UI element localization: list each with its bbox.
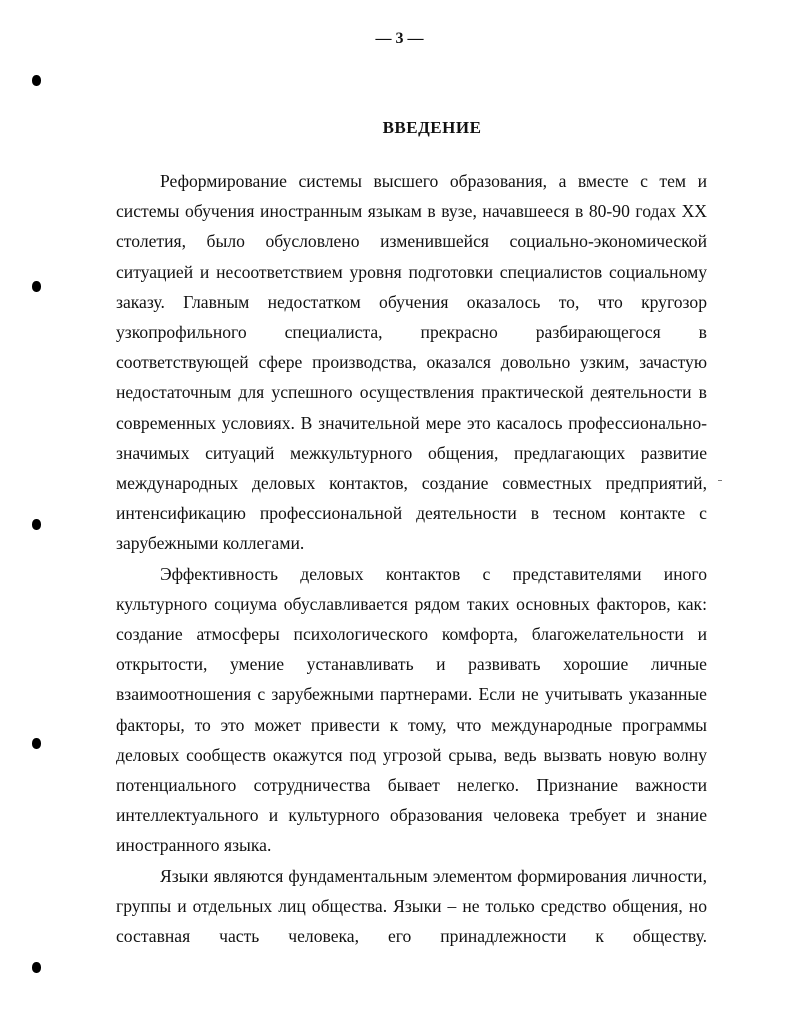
paragraph-2: Эффективность деловых контактов с представителями иного культурного социума обуславливается рядом таких основных факторов, как: создание атмосферы психологического комфорта, благожелательности и открытости, умение устанавливать и развивать хорошие личные взаимоотношения с зарубежными партнерами. Если не учитывать указанные факторы, то это может привести к тому, что международные программы деловых сообществ окажутся под угрозой срыва, ведь вызвать новую волну потенциального сотрудничества бывает нелегко. Признание важности интеллектуального и культурного образования человека требует и знание иностранного языка.	[116, 563, 707, 856]
paragraph-3: Языки являются фундаментальным элементом формирования личности, группы и отдельных лиц общества. Языки – не только средство общения, но составная часть человека, его принадлежности к обществу.	[116, 865, 707, 947]
section-title: ВВЕДЕНИЕ	[382, 118, 482, 137]
binding-hole-mark	[32, 738, 41, 749]
binding-hole-mark	[32, 75, 41, 86]
margin-mark	[718, 480, 722, 481]
body-text	[116, 166, 707, 951]
paragraph-1: Реформирование системы высшего образования, а вместе с тем и системы обучения иностранным языкам в вузе, начавшееся в 80-90 годах XX столетия, было обусловлено изменившейся социально-экономической ситуацией и несоответствием уровня подготовки специалистов социальному заказу. Главным недостатком обучения оказалось то, что кругозор узкопрофильного специалиста, прекрасно разбирающегося в соответствующей сфере производства, оказался довольно узким, зачастую недостаточным для успешного осуществления практической деятельности в современных условиях. В значительной мере это касалось профессионально-значимых ситуаций межкультурного общения, предлагающих развитие международных деловых контактов, создание совместных предприятий, интенсификацию профессиональной деятельности в тесном контакте с зарубежными коллегами.	[116, 171, 707, 554]
binding-hole-mark	[32, 962, 41, 973]
page-number: — 3 —	[375, 30, 424, 47]
binding-hole-mark	[32, 281, 41, 292]
binding-hole-mark	[32, 519, 41, 530]
